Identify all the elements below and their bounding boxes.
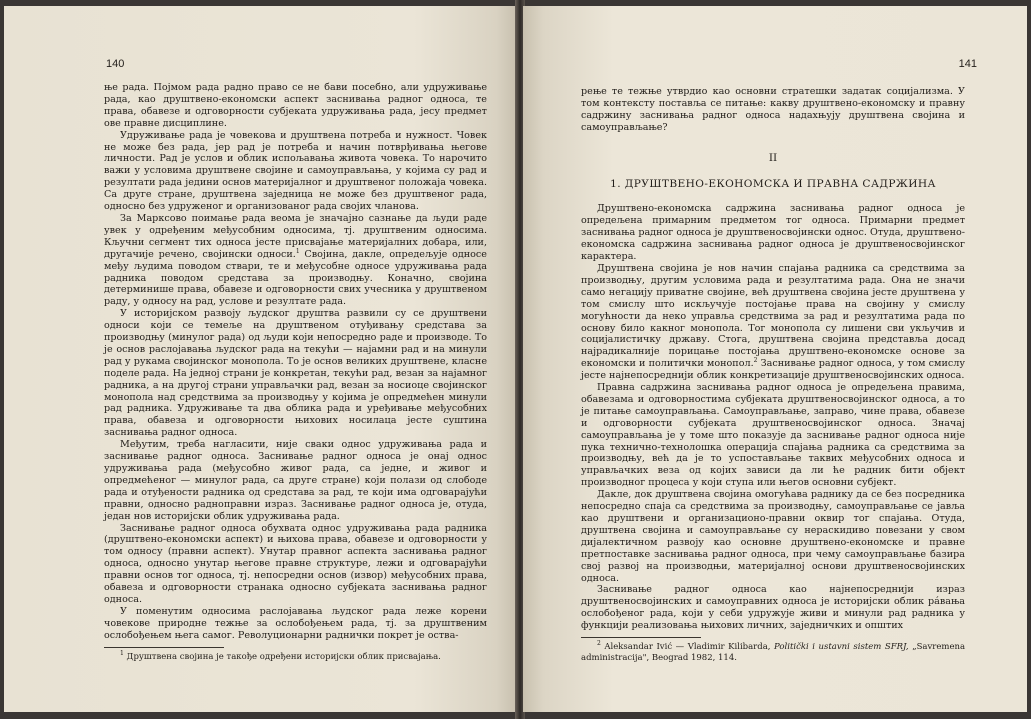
paragraph-text: Својина, дакле, опредељује односе међу људима поводом ствари, те и међусобне односе удруживања рада радника поводом средстава за производњу. Коначно, својина детерминише права, обавезе и одговорности свих учесника у друштвеном раду, у односу на рад, услове и резултате рада.: [104, 248, 487, 308]
paragraph: Удруживање рада је човекова и друштвена потреба и нужност. Човек не може без рада, јер рад је потреба и начин потврђивања његове личности. Рад је услов и облик испољавања живота човека. То нарочито важи у условима друштвене својине и самоуправљања, у којима су рад и резултати рада једини основ материјалног и друштвеног положаја човека. Са друге стране, друштвена заједница не може без друштвеног рада, односно без удруженог и организованог рада својих чланова.: [104, 129, 487, 213]
footnote-mark: 2: [597, 640, 601, 648]
paragraph: [581, 263, 965, 382]
paragraph: У поменутим односима раслојавања људског рада леже корени човекове природне тежње за ослобођењем рада, тј. за друштвеним ослобођењем њега самог. Револуционарни раднички покрет је оства-: [104, 605, 487, 641]
footnote-authors: Aleksandar Ivić — Vladimir Kilibarda,: [604, 642, 771, 653]
paragraph: Друштвено-економска садржина заснивања радног односа је опредељена примарним предметом тог односа. Примарни предмет заснивања радног односа је друштвеносвојински однос. Отуда, друштвено-економска садржина заснивања радног односа је друштвеносвојинског карактера.: [581, 203, 965, 263]
footnote-divider: [104, 647, 224, 648]
paragraph: Заснивање радног односа као најнепосреднији израз друштвеносвојинских и самоуправних односа је историјски облик ра́вања ослобођеног рада, који у себи удружује живи и минули рад радника у функцији реализовања њихових личних, заједничких и општих: [581, 584, 965, 632]
footnote-divider: [581, 637, 701, 638]
footnote-ref: 1: [295, 247, 300, 255]
paragraph-text: За Марксово поимање рада веома је значајно сазнање да људи раде увек у одређеним међусобним односима, тј. друштвеним односима. Кључни сегмент тих односа јесте присвајање материјалних добара, или, другачије речено, својински односи.: [104, 212, 487, 260]
paragraph: Заснивање радног односа обухвата однос удруживања рада радника (друштвено-економски аспект) и њихова права, обавезе и одговорности у том односу (правни аспект). Унутар правног аспекта заснивања радног односа, односно унутар његове правне структуре, лежи и одговарајући правни основ тог односа, тј. непосредни основ (извор) међусобних права, обавеза и одговорности странака односно субјеката заснивања радног односа.: [104, 522, 487, 605]
paragraph: [104, 213, 487, 308]
footnote-text: Друштвена својина је такође одређени историјски облик присвајања.: [126, 651, 441, 662]
paragraph-text: Друштвена својина је нов начин спајања радника са средствима за производњу, другим условима рада и резултатима рада. Она не значи само негацију приватне својине, већ друштвена својина јесте друштвена у том смислу што искључује постојање права на својину у смислу могућности да неко управља средствима за рад и резултатима рада по основу било какног монопола. Тог монопола су лишени сви укључив и социјалистичку државу. Стога, друштвена својина представља досад најрадикалније порицање постојања друштвено-економске основе за економски и политички монопол.: [581, 262, 965, 370]
paragraph: У историјском развоју људског друштва развили су се друштвени односи који се темеље на друштвеном отуђивању средстава за производњу (минулог рада) од људи који непосредно раде и производе. То је основ раслојавања људског рада на текући — најамни рад и на минули рад у рукама својинског монопола. То је основ великих друштвене, класне поделе рада. На једној страни је конкретан, текући рад, везан за најамног радника, а на другој страни управљачки рад, везан за носиоце својинског монопола над средствима за производњу у којима је опредмећен минули рад радника. Удруживање та два облика рада и уређивање међусобних права, обавеза и одговорности њихових носилаца јесте суштина заснивања радног односа.: [104, 308, 487, 439]
paragraph-text: Заснивање радног односа, у том смислу јесте најнепосреднији облик конкретизације друштвеносвојинских односа.: [581, 358, 965, 382]
footnote: [104, 649, 487, 663]
footnote-mark: 1: [120, 649, 124, 657]
paragraph: Правна садржина заснивања радног односа је опредељена правима, обавезама и одговорностима субјеката друштвеносвојинског односа, а то је питање самоуправљања. Самоуправљање, заправо, чине права, обавезе и одговорности субјеката друштвеносвојинског односа. Значај самоуправљања је у томе што показује да заснивање радног односа није пука технично-технолошка операција спајања радника са средствима за производњу, већ да је то успостављање таквих међусобних односа и управљачких веза од којих зависи да ли ће радник бити објект производног процеса у који ступа или његов основни субјект.: [581, 382, 965, 489]
left-page-body: [104, 82, 487, 662]
paragraph: Дакле, док друштвена својина омогућава раднику да се без посредника непосредно спаја са средствима за производњу, самоуправљање се јавља као друштвени и организационо-правни оквир тог спајања. Отуда, друштвена својина и самоуправљање су нераскидиво повезани у свом дијалектичном развоју као основне друштвено-економске и правне претпоставке заснивања радног односа, при чему самоуправљање базира свој развој на производњи, материјалној основи друштвеносвојинских односа.: [581, 489, 965, 584]
footnote: [581, 642, 965, 663]
paragraph: рење те тежње утврдио као основни стратешки задатак социјализма. У том контексту поставља се питање: какву друштвено-економску и правну садржину заснивања радног односа надахњују друштвена својина и самоуправљање?: [581, 86, 965, 133]
right-page: [523, 6, 1027, 712]
footnote-publisher: „Savremena administracija", Beograd 1982, 114.: [581, 642, 966, 663]
paragraph: Међутим, треба нагласити, није сваки однос удруживања рада и заснивање радног односа. Заснивање радног односа је онај однос удруживања рада (међусобно живог рада, са једне, и живог и опредмећеног — минулог рада, са друге стране) који полази од слободе рада и отуђености радника од средстава за рад, те који има одговарајући правни, односно радноправни израз. Заснивање радног односа је, отуда, један нов историјски облик удруживања рада.: [104, 439, 487, 522]
left-page: [4, 6, 517, 712]
footnote-ref: 2: [753, 357, 758, 365]
footnote-book-title: Politički i ustavni sistem SFRJ,: [774, 642, 909, 653]
page-number-left: 140: [106, 58, 125, 70]
section-title: 1. ДРУШТВЕНО-ЕКОНОМСКА И ПРАВНА САДРЖИНА: [610, 177, 936, 190]
section-number: II: [768, 151, 778, 164]
paragraph: ње рада. Појмом рада радно право се не бави посебно, али удруживање рада, као друштвено-економски аспект заснивања радног односа, те права, обавезе и одговорности субјеката удруживања рада, јесу предмет ове правне дисциплине.: [104, 82, 487, 129]
right-page-body: [581, 86, 965, 663]
page-number-right: 141: [958, 58, 977, 70]
